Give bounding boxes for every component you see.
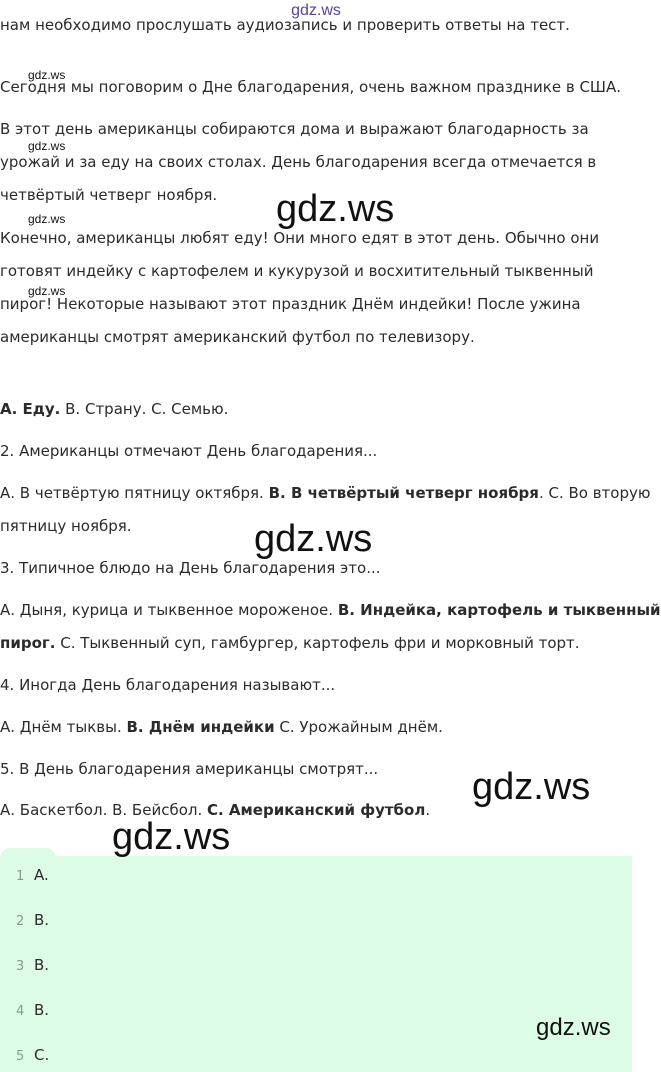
question-2-title: 2. Американцы отмечают День благодарения... xyxy=(0,442,378,460)
option-text: А. Дыня, курица и тыквенное мороженое. xyxy=(0,601,338,619)
answer-number: 4 xyxy=(16,1004,25,1019)
answers-panel-tab xyxy=(0,848,56,864)
text-line: пирог! Некоторые называют этот праздник Днём индейки! После ужина xyxy=(0,295,581,313)
watermark-big: gdz.ws xyxy=(254,518,373,560)
correct-option: В. Днём индейки xyxy=(126,718,275,736)
text-line: Конечно, американцы любят еду! Они много едят в этот день. Обычно они xyxy=(0,229,600,247)
watermark-big: gdz.ws xyxy=(472,766,591,808)
watermark-small: gdz.ws xyxy=(28,284,66,298)
text-line: готовят индейку с картофелем и кукурузой и восхитительный тыквенный xyxy=(0,262,594,280)
question-4-options xyxy=(0,716,443,738)
correct-option: А. Еду. xyxy=(0,400,61,418)
option-text: А. Днём тыквы. xyxy=(0,718,127,736)
option-text: С. Тыквенный суп, гамбургер, картофель фри и морковный торт. xyxy=(55,634,580,652)
question-3-options xyxy=(0,599,661,621)
correct-option: В. В четвёртый четверг ноября xyxy=(268,484,539,502)
option-text: А. В четвёртую пятницу октября. xyxy=(0,484,269,502)
answer-value: B. xyxy=(34,956,50,974)
answer-row xyxy=(16,1044,49,1068)
question-5-title: 5. В День благодарения американцы смотрят... xyxy=(0,760,379,778)
answer-value: B. xyxy=(34,911,50,929)
question-2-options xyxy=(0,482,651,504)
question-2-options-cont: пятницу ноября. xyxy=(0,517,132,535)
answers-panel xyxy=(0,856,632,1072)
text-line: В этот день американцы собираются дома и выражают благодарность за xyxy=(0,120,589,138)
watermark-small: gdz.ws xyxy=(28,139,66,153)
answer-row xyxy=(16,954,49,978)
answer-number: 2 xyxy=(16,914,25,929)
text-line: четвёртый четверг ноября. xyxy=(0,186,218,204)
watermark-small: gdz.ws xyxy=(28,68,66,82)
option-text: А. Баскетбол. В. Бейсбол. xyxy=(0,801,207,819)
answer-value: B. xyxy=(34,1001,50,1019)
answer-row xyxy=(16,864,49,888)
question-3-title: 3. Типичное блюдо на День благодарения это... xyxy=(0,559,381,577)
correct-option: пирог. xyxy=(0,634,56,652)
text-line: урожай и за еду на своих столах. День благодарения всегда отмечается в xyxy=(0,153,597,171)
text-line: Сегодня мы поговорим о Дне благодарения, очень важном празднике в США. xyxy=(0,78,621,96)
text-line: американцы смотрят американский футбол по телевизору. xyxy=(0,328,475,346)
question-3-options-cont xyxy=(0,632,580,654)
answer-value: A. xyxy=(34,866,49,884)
watermark-big: gdz.ws xyxy=(112,816,231,858)
watermark-big: gdz.ws xyxy=(276,188,395,230)
answer-row xyxy=(16,909,49,933)
text-line-intro: нам необходимо прослушать аудиозапись и проверить ответы на тест. xyxy=(0,16,570,34)
answer-value: C. xyxy=(34,1046,50,1064)
question-1-options xyxy=(0,398,228,420)
option-text: С. Урожайным днём. xyxy=(274,718,443,736)
watermark-top: gdz.ws xyxy=(291,2,341,19)
correct-option: В. Индейка, картофель и тыквенный xyxy=(337,601,661,619)
watermark-small: gdz.ws xyxy=(28,212,66,226)
watermark-big: gdz.ws xyxy=(536,1014,611,1041)
question-4-title: 4. Иногда День благодарения называют... xyxy=(0,676,336,694)
correct-option: С. Американский футбол xyxy=(207,801,426,819)
answer-number: 3 xyxy=(16,959,25,974)
option-text: В. Страну. С. Семью. xyxy=(60,400,229,418)
answer-number: 1 xyxy=(16,869,25,884)
answer-row xyxy=(16,999,49,1023)
option-text: . С. Во вторую xyxy=(538,484,651,502)
option-text: . xyxy=(425,801,431,819)
answer-number: 5 xyxy=(16,1049,25,1064)
